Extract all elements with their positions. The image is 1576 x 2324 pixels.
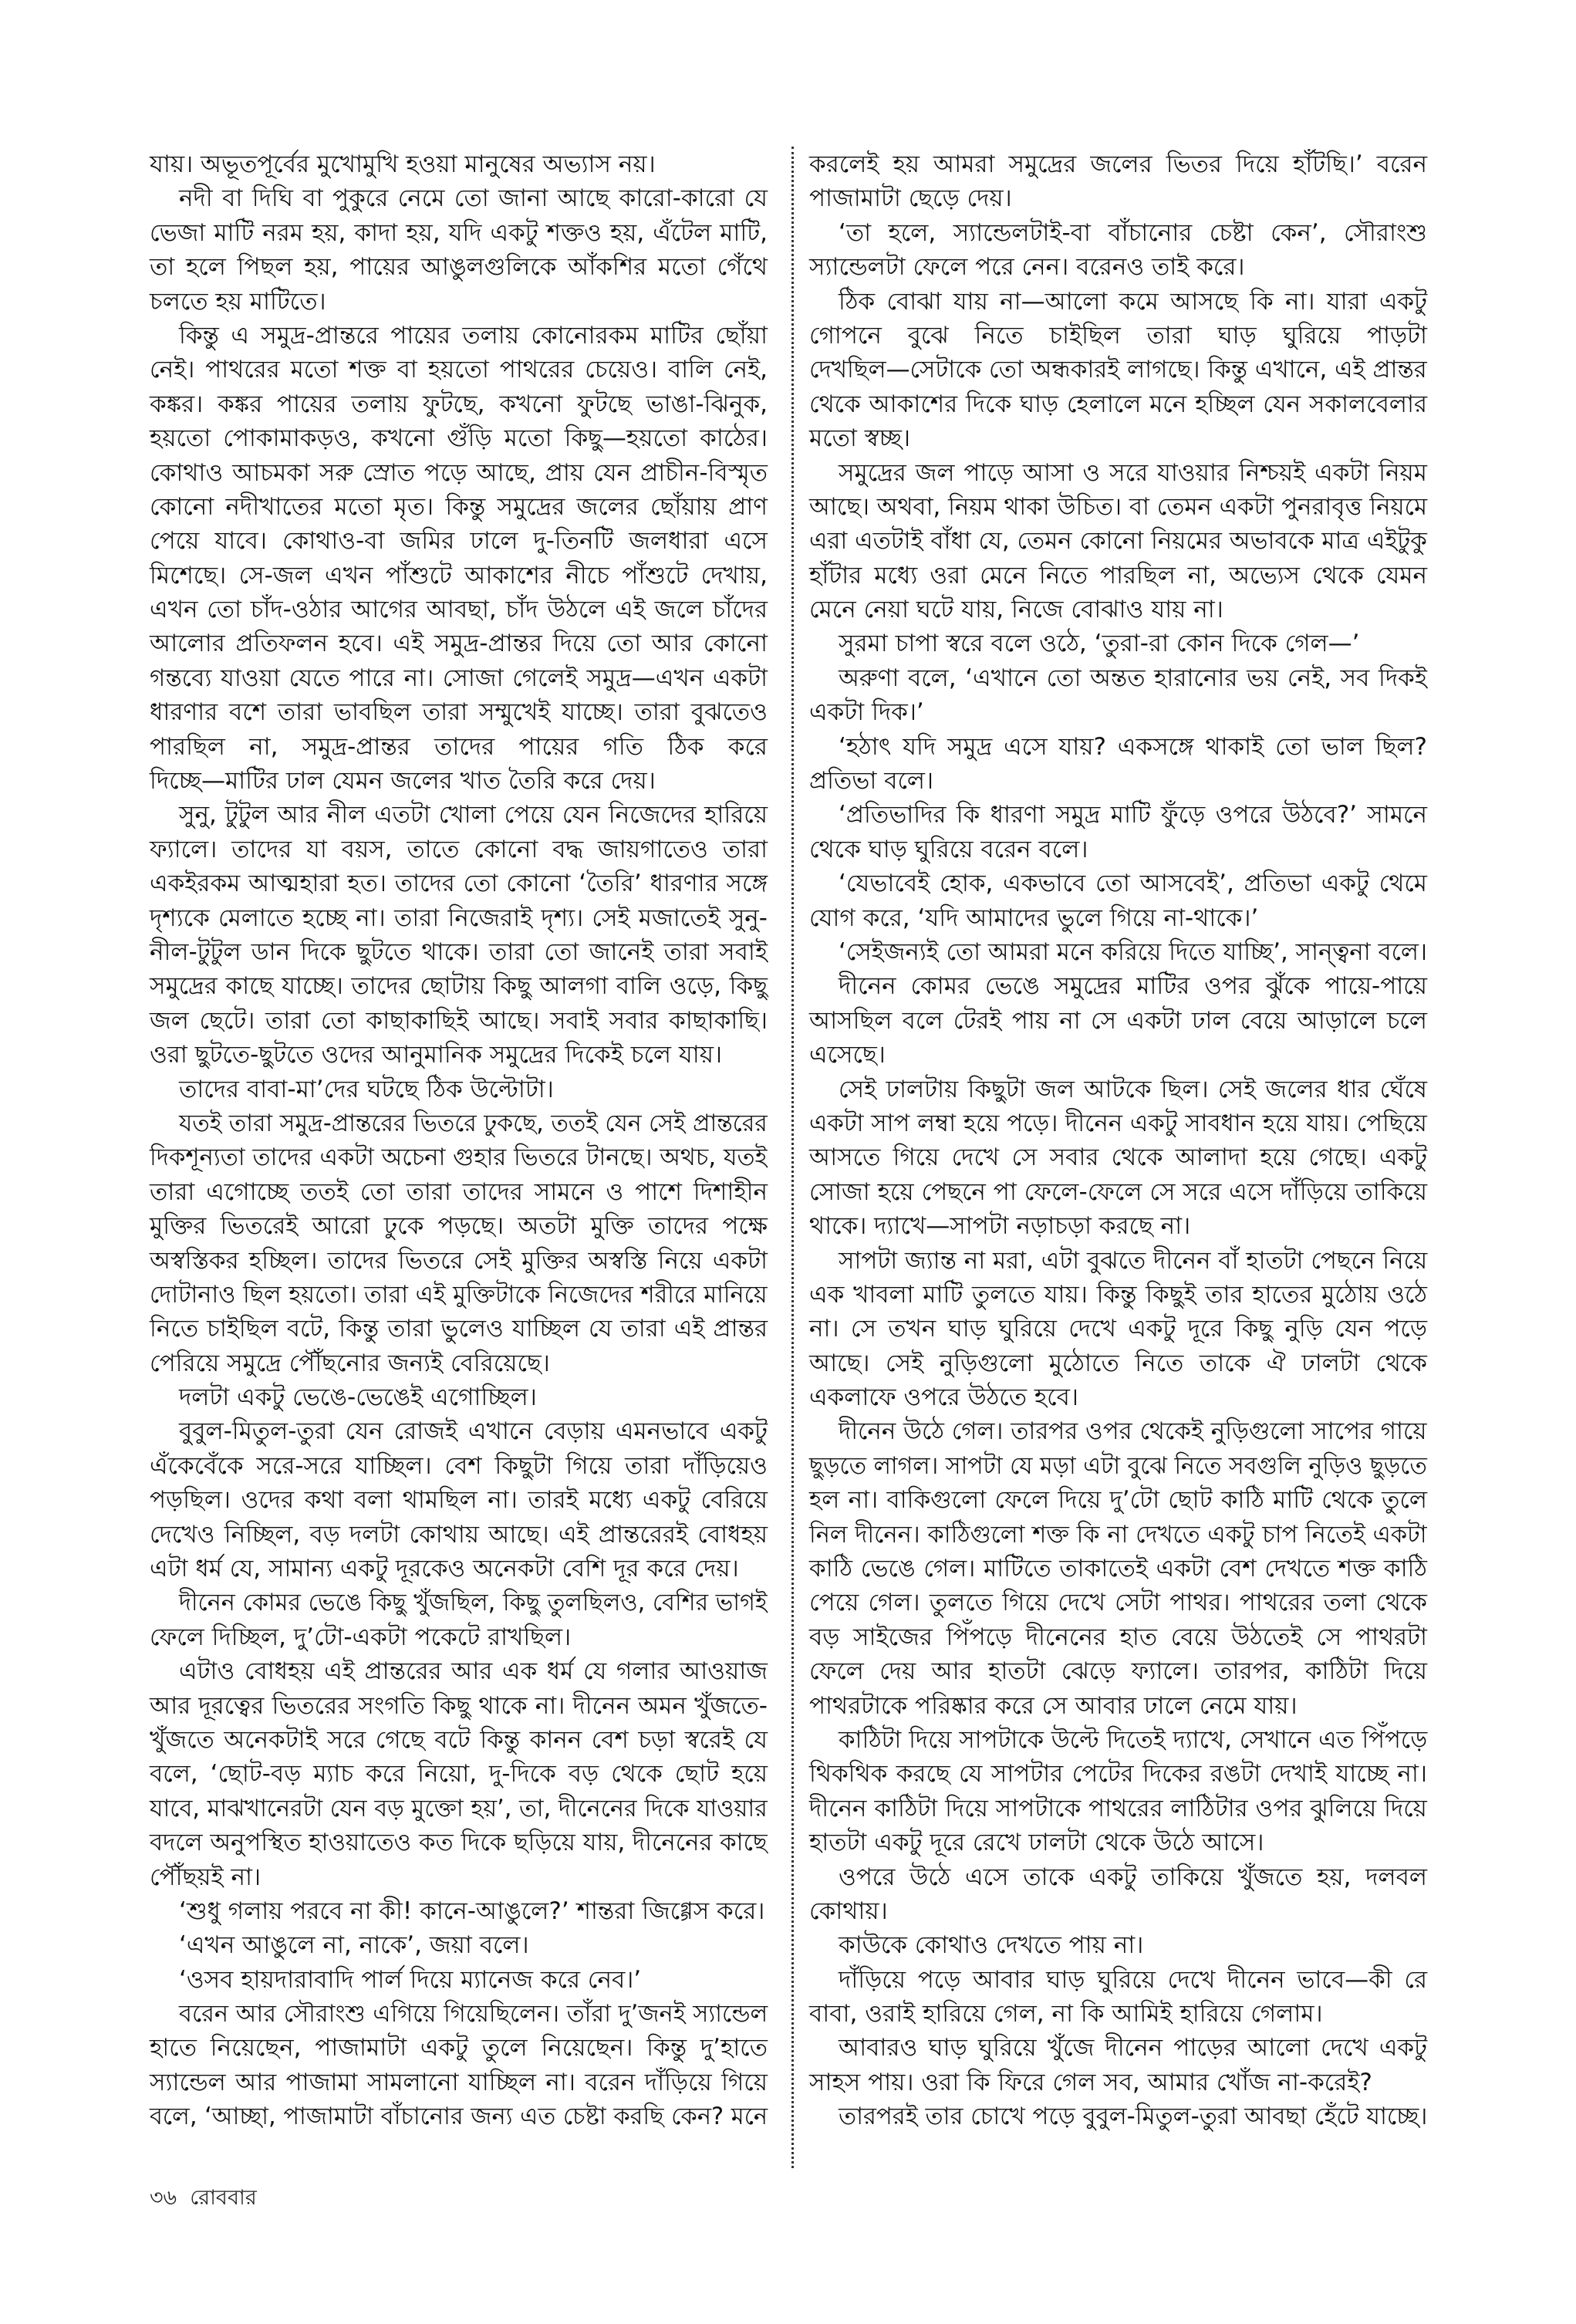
text-line (809, 1483, 1427, 1517)
text-line-content: যাবে, মাঝখানেরটা যেন বড় মুক্তো হয়’, তা, দীনেনের দিকে যাওয়ার (150, 1794, 768, 1822)
text-line-content: তাদের বাবা-মা’দের ঘটছে ঠিক উল্টোটা। (179, 1075, 554, 1103)
text-line-content: ‘তা হলে, স্যান্ডেলটাই-বা বাঁচানোর চেষ্টা কেন’, সৌরাংশু (839, 218, 1427, 247)
text-line (150, 1963, 768, 1997)
text-line (150, 1244, 768, 1278)
text-line-content: ‘শুধু গলায় পরবে না কী! কানে-আঙুলে?’ শান্তরা জিগ্গেস করে। (179, 1897, 765, 1925)
text-line-content: মিশেছে। সে-জল এখন পাঁশুটে আকাশের নীচে পাঁশুটে দেখায়, (150, 561, 768, 589)
text-line-content: কাঠি ভেঙে গেল। মাটিতে তাকাতেই একটা বেশ দেখতে শক্ত কাঠি (809, 1555, 1427, 1583)
text-line (809, 1620, 1427, 1654)
text-line-content: ঠিক বোঝা যায় না—আলো কমে আসছে কি না। যারা একটু (839, 287, 1427, 316)
text-line (809, 387, 1427, 421)
paragraph (150, 1072, 768, 1106)
text-line (150, 1072, 768, 1106)
text-line (150, 1620, 768, 1654)
text-line-content: দৃশ্যকে মেলাতে হচ্ছে না। তারা নিজেরাই দৃশ্য। সেই মজাতেই সুনু- (150, 904, 768, 932)
text-line-content: কোনো নদীখাতের মতো মৃত। কিন্তু সমুদ্রের জলের ছোঁয়ায় প্রাণ (150, 492, 768, 521)
text-line-content: সুনু, টুটুল আর নীল এতটা খোলা পেয়ে যেন নিজেদের হারিয়ে (179, 801, 768, 829)
text-line-content: নিতে চাইছিল বটে, কিন্তু তারা ভুলেও যাচ্ছিল যে তারা এই প্রান্তর (150, 1315, 768, 1343)
text-line (150, 1654, 768, 1688)
page-number: ৩৬ (150, 2186, 177, 2210)
paragraph (809, 2031, 1427, 2099)
text-line-content: দীনেন উঠে গেল। তারপর ওপর থেকেই নুড়িগুলো সাপের গায়ে (839, 1417, 1427, 1446)
text-line-content: অরুণা বলে, ‘এখানে তো অন্তত হারানোর ভয় নেই, সব দিকই (839, 664, 1427, 692)
text-line-content: সাপটা জ্যান্ত না মরা, এটা বুঝতে দীনেন বাঁ হাতটা পেছনে নিয়ে (839, 1246, 1428, 1275)
text-line-content: খুঁজতে অনেকটাই সরে গেছে বটে কিন্তু কানন বেশ চড়া স্বরেই যে (150, 1725, 768, 1754)
text-line (809, 593, 1427, 627)
text-line-content: দেখছিল—সেটাকে তো অন্ধকারই লাগছে। কিন্তু এখানে, এই প্রান্তর (809, 356, 1427, 384)
text-line (809, 1449, 1427, 1483)
text-line-content: মুক্তির ভিতরেই আরো ঢুকে পড়ছে। অতটা মুক্তি তাদের পক্ষে (150, 1212, 768, 1241)
text-line (809, 2099, 1427, 2133)
text-line-content: পারছিল না, সমুদ্র-প্রান্তর তাদের পায়ের গতি ঠিক করে (150, 732, 768, 761)
paragraph (809, 969, 1427, 1072)
text-line-content: দীনেন কাঠিটা দিয়ে সাপটাকে পাথরের লাঠিটার ওপর ঝুলিয়ে দিয়ে (809, 1794, 1427, 1822)
text-line-content: জল ছেটে। তারা তো কাছাকাছিই আছে। সবাই সবার কাছাকাছি। (150, 1006, 768, 1035)
paragraph (809, 216, 1427, 285)
paragraph (809, 147, 1427, 216)
text-line (809, 1038, 1427, 1072)
article-column-left (150, 147, 768, 2134)
text-line (809, 901, 1427, 935)
text-line-content: প্রতিভা বলে। (809, 767, 934, 795)
text-line (809, 1106, 1427, 1140)
text-line (809, 2066, 1427, 2099)
paragraph (809, 285, 1427, 456)
text-line-content: আছে। সেই নুড়িগুলো মুঠোতে নিতে তাকে ঐ ঢালটা থেকে (809, 1349, 1427, 1377)
text-line (809, 866, 1427, 900)
text-line (150, 319, 768, 353)
text-line (809, 456, 1427, 490)
paragraph (150, 1963, 768, 1997)
text-line-content: ‘ওসব হায়দারাবাদি পার্ল দিয়ে ম্যানেজ করে নেব।’ (179, 1965, 642, 1994)
text-line-content: ‘এখন আঙুলে না, নাকে’, জয়া বলে। (179, 1931, 529, 1960)
text-line-content: বলে, ‘আচ্ছা, পাজামাটা বাঁচানোর জন্য এত চেষ্টা করছি কেন? মনে (150, 2103, 768, 2131)
text-line-content: আলোর প্রতিফলন হবে। এই সমুদ্র-প্রান্তর দিয়ে তো আর কোনো (150, 630, 768, 658)
text-line-content: দলটা একটু ভেঙে-ভেঙেই এগোচ্ছিল। (179, 1383, 537, 1412)
text-line-content: মেনে নেয়া ঘটে যায়, নিজে বোঝাও যায় না। (809, 596, 1223, 624)
text-line-content: হাঁটার মধ্যে ওরা মেনে নিতে পারছিল না, অভ্যেস থেকে যেমন (809, 561, 1427, 589)
text-line-content: বাবা, ওরাই হারিয়ে গেল, না কি আমিই হারিয়ে গেলাম। (809, 2000, 1323, 2028)
paragraph (809, 730, 1427, 799)
text-line-content: দীনেন কোমর ভেঙে সমুদ্রের মাটির ওপর ঝুঁকে পায়ে-পায়ে (839, 972, 1427, 1001)
paragraph (150, 1106, 768, 1380)
text-line (150, 1278, 768, 1312)
text-line-content: আছে। অথবা, নিয়ম থাকা উচিত। বা তেমন একটা পুনরাবৃত্ত নিয়মে (809, 492, 1428, 521)
text-line-content: ‘প্রতিভাদির কি ধারণা সমুদ্র মাটি ফুঁড়ে ওপরে উঠবে?’ সামনে (839, 801, 1427, 829)
text-line (809, 1894, 1427, 1928)
text-line-content: এঁকেবেঁকে সরে-সরে যাচ্ছিল। বেশ কিছুটা গিয়ে তারা দাঁড়িয়েও (150, 1451, 768, 1480)
text-line-content: স্যান্ডেলটা ফেলে পরে নেন। বরেনও তাই করে। (809, 253, 1245, 282)
paragraph (809, 1963, 1427, 2032)
text-line-content: ফ্যালে। তাদের যা বয়স, তাতে কোনো বদ্ধ জায়গাতেও তারা (150, 835, 768, 863)
text-line-content: আর দূরত্বের ভিতরের সংগতি কিছু থাকে না। দীনেন অমন খুঁজতে- (150, 1691, 768, 1720)
text-line-content: ধারণার বশে তারা ভাবছিল তারা সম্মুখেই যাচ্ছে। তারা বুঝতেও (150, 698, 768, 727)
text-line (150, 2066, 768, 2099)
text-line (150, 456, 768, 490)
text-line-content: গন্তব্যে যাওয়া যেতে পারে না। সোজা গেলেই সমুদ্র—এখন একটা (150, 664, 768, 692)
text-line-content: নদী বা দিঘি বা পুকুরে নেমে তো জানা আছে কারো-কারো যে (179, 184, 768, 213)
paragraph (150, 1380, 768, 1414)
paragraph (809, 1072, 1427, 1244)
text-line-content: করলেই হয় আমরা সমুদ্রের জলের ভিতর দিয়ে হাঁটছি।’ বরেন (809, 150, 1427, 178)
text-line-content: একইরকম আত্মহারা হত। তাদের তো কোনো ‘তৈরি’ ধারণার সঙ্গে (150, 870, 768, 898)
paragraph (150, 319, 768, 798)
text-line (809, 490, 1427, 524)
paragraph (809, 1414, 1427, 1723)
text-line (150, 1757, 768, 1791)
text-line-content: পেয়ে যাবে। কোথাও-বা জমির ঢালে দু-তিনটি জলধারা এসে (150, 527, 768, 556)
text-line-content: বলে, ‘ছোট-বড় ম্যাচ করে নিয়ো, দু-দিকে বড় থেকে ছোট হয়ে (150, 1760, 768, 1789)
text-line (150, 2031, 768, 2065)
paragraph (150, 147, 768, 181)
text-line-content: ফেলে দিচ্ছিল, দু’টো-একটা পকেটে রাখছিল। (150, 1623, 572, 1651)
text-line-content: দেখেও নিচ্ছিল, বড় দলটা কোথায় আছে। এই প্রান্তরেরই বোধহয় (150, 1520, 768, 1549)
text-line (809, 1072, 1427, 1106)
text-line (150, 1209, 768, 1243)
text-line (150, 1414, 768, 1448)
text-line-content: হাতটা একটু দূরে রেখে ঢালটা থেকে উঠে আসে। (809, 1829, 1264, 1857)
text-line-content: তারা এগোচ্ছে ততই তো তারা তাদের সামনে ও পাশে দিশাহীন (150, 1177, 768, 1206)
text-line-content: বড় সাইজের পিঁপড়ে দীনেনের হাত বেয়ে উঠতেই সে পাথরটা (809, 1623, 1427, 1651)
paragraph (150, 1586, 768, 1654)
paragraph (809, 456, 1427, 627)
text-line-content: এটা ধর্ম যে, সামান্য একটু দূরকেও অনেকটা বেশি দূর করে দেয়। (150, 1555, 739, 1583)
paragraph (809, 1928, 1427, 1962)
text-line-content: তারপরই তার চোখে পড়ে বুবুল-মিতুল-তুরা আবছা হেঁটে যাচ্ছে। (839, 2103, 1428, 2131)
text-line (809, 1963, 1427, 1997)
text-line-content: কঙ্কর। কঙ্কর পায়ের তলায় ফুটছে, কখনো ফুটছে ভাঙা-ঝিনুক, (150, 390, 768, 418)
text-line (809, 2031, 1427, 2065)
paragraph (809, 866, 1427, 935)
paragraph (809, 627, 1427, 660)
text-line (150, 1894, 768, 1928)
paragraph (809, 935, 1427, 969)
text-line-content: দিকশূন্যতা তাদের একটা অচেনা গুহার ভিতরে টানছে। অথচ, যতই (150, 1143, 768, 1172)
text-line-content: আসছিল বলে টেরই পায় না সে একটা ঢাল বেয়ে আড়ালে চলে (809, 1006, 1427, 1035)
text-line (150, 1860, 768, 1894)
text-line (150, 147, 768, 181)
text-line (809, 1654, 1427, 1688)
text-line-content: এটাও বোধহয় এই প্রান্তরের আর এক ধর্ম যে গলার আওয়াজ (179, 1657, 768, 1686)
text-line (150, 764, 768, 798)
text-line-content: যোগ করে, ‘যদি আমাদের ভুলে গিয়ে না-থাকে।’ (809, 904, 1259, 932)
text-line (809, 147, 1427, 181)
text-line-content: একটা সাপ লম্বা হয়ে পড়ে। দীনেন একটু সাবধান হয়ে যায়। পেছিয়ে (809, 1109, 1427, 1137)
text-line-content: থেকে আকাশের দিকে ঘাড় হেলালে মনে হচ্ছিল যেন সকালবেলার (809, 390, 1427, 418)
text-line-content: সুরমা চাপা স্বরে বলে ওঠে, ‘তুরা-রা কোন দিকে গেল—’ (839, 630, 1360, 658)
text-line (150, 866, 768, 900)
text-line-content: মতো স্বচ্ছ। (809, 424, 911, 453)
text-line (150, 1346, 768, 1380)
text-line (809, 319, 1427, 353)
text-line-content: এখন তো চাঁদ-ওঠার আগের আবছা, চাঁদ উঠলে এই জলে চাঁদের (150, 596, 768, 624)
text-line-content: সমুদ্রের জল পাড়ে আসা ও সরে যাওয়ার নিশ্চয়ই একটা নিয়ম (839, 458, 1427, 487)
text-line-content: থিকথিক করছে যে সাপটার পেটের দিকের রঙটা দেখাই যাচ্ছে না। (809, 1760, 1427, 1789)
text-line-content: আসতে গিয়ে দেখে সে সবার থেকে আলাদা হয়ে গেছে। একটু (809, 1143, 1427, 1172)
paragraph (150, 1928, 768, 1962)
text-line-content: বদলে অনুপস্থিত হাওয়াতেও কত দিকে ছড়িয়ে যায়, দীনেনের কাছে (150, 1829, 768, 1857)
text-line-content: পেয়ে গেল। তুলতে গিয়ে দেখে সেটা পাথর। পাথরের তলা থেকে (809, 1589, 1427, 1617)
text-line-content: পৌঁছয়ই না। (150, 1863, 262, 1891)
text-line (809, 969, 1427, 1003)
text-line-content: দোটানাও ছিল হয়তো। তারা এই মুক্তিটাকে নিজেদের শরীরে মানিয়ে (150, 1280, 768, 1309)
text-line-content: সেই ঢালটায় কিছুটা জল আটকে ছিল। সেই জলের ধার ঘেঁষে (839, 1075, 1427, 1103)
text-line-content: সোজা হয়ে পেছনে পা ফেলে-ফেলে সে সরে এসে দাঁড়িয়ে তাকিয়ে (809, 1177, 1427, 1206)
text-line (150, 524, 768, 558)
text-line-content: না। সে তখন ঘাড় ঘুরিয়ে দেখে একটু দূরে কিছু নুড়ি যেন পড়ে (809, 1315, 1427, 1343)
text-line (809, 695, 1427, 729)
paragraph (150, 798, 768, 1072)
text-line (150, 695, 768, 729)
text-line-content: ওপরে উঠে এসে তাকে একটু তাকিয়ে খুঁজতে হয়, দলবল (839, 1863, 1427, 1891)
text-line-content: থাকে। দ্যাখে—সাপটা নড়াচড়া করছে না। (809, 1212, 1191, 1241)
text-line (809, 250, 1427, 284)
text-line-content: অস্বস্তিকর হচ্ছিল। তাদের ভিতরে সেই মুক্তির অস্বস্তি নিয়ে একটা (150, 1246, 768, 1275)
text-line (809, 1689, 1427, 1723)
text-line (150, 285, 768, 319)
text-line-content: হয়তো পোকামাকড়ও, কখনো গুঁড়ি মতো কিছু—হয়তো কাঠের। (150, 424, 768, 453)
text-line (150, 1928, 768, 1962)
text-line (809, 1175, 1427, 1209)
text-line-content: সমুদ্রের কাছে যাচ্ছে। তাদের ছোটায় কিছু আলগা বালি ওড়ে, কিছু (150, 972, 768, 1001)
text-line-content: গোপনে বুঝে নিতে চাইছিল তারা ঘাড় ঘুরিয়ে পাড়টা (809, 321, 1427, 350)
text-line-content: আবারও ঘাড় ঘুরিয়ে খুঁজে দীনেন পাড়ের আলো দেখে একটু (839, 2034, 1427, 2062)
text-line (809, 935, 1427, 969)
text-line (150, 216, 768, 250)
text-line (809, 1997, 1427, 2031)
text-line-content: এসেছে। (809, 1041, 886, 1069)
article-column-right (809, 147, 1427, 2134)
text-line (809, 764, 1427, 798)
text-line (150, 798, 768, 832)
text-line-content: দাঁড়িয়ে পড়ে আবার ঘাড় ঘুরিয়ে দেখে দীনেন ভাবে—কী রে (839, 1965, 1427, 1994)
page-footer (150, 2182, 257, 2217)
text-line (809, 1380, 1427, 1414)
text-line (809, 1518, 1427, 1552)
text-line-content: হাতে নিয়েছেন, পাজামাটা একটু তুলে নিয়েছেন। কিন্তু দু’হাতে (150, 2034, 768, 2062)
text-line-content: ফেলে দেয় আর হাতটা ঝেড়ে ফ্যালে। তারপর, কাঠিটা দিয়ে (809, 1657, 1427, 1686)
text-line (809, 1004, 1427, 1038)
text-line (809, 1278, 1427, 1312)
text-line (809, 1792, 1427, 1826)
text-line (809, 798, 1427, 832)
text-line (150, 1586, 768, 1620)
text-line (150, 353, 768, 387)
paragraph (150, 1997, 768, 2134)
paragraph (809, 1860, 1427, 1929)
text-line (150, 2099, 768, 2133)
text-line-content: হল না। বাকিগুলো ফেলে দিয়ে দু’টো ছোট কাঠি মাটি থেকে তুলে (809, 1486, 1427, 1515)
text-line (150, 1689, 768, 1723)
text-line-content: ছুড়তে লাগল। সাপটা যে মড়া এটা বুঝে নিতে সবগুলি নুড়িও ছুড়তে (809, 1451, 1427, 1480)
text-line-content: যায়। অভূতপূর্বের মুখোমুখি হওয়া মানুষের অভ্যাস নয়। (150, 150, 656, 178)
text-line (809, 1826, 1427, 1860)
text-line (150, 1106, 768, 1140)
paragraph (150, 1414, 768, 1586)
text-line (150, 421, 768, 455)
text-line (150, 490, 768, 524)
paragraph (809, 661, 1427, 730)
text-line-content: পড়ছিল। ওদের কথা বলা থামছিল না। তারই মধ্যে একটু বেরিয়ে (150, 1486, 768, 1515)
text-line (150, 730, 768, 764)
text-line (150, 1038, 768, 1072)
text-line (150, 1175, 768, 1209)
text-line (150, 627, 768, 660)
text-line (150, 250, 768, 284)
text-line-content: কিন্তু এ সমুদ্র-প্রান্তরে পায়ের তলায় কোনোরকম মাটির ছোঁয়া (179, 321, 768, 350)
text-line (150, 593, 768, 627)
text-line (150, 1723, 768, 1757)
text-line (150, 1140, 768, 1174)
text-line (150, 1792, 768, 1826)
text-line (809, 285, 1427, 319)
paragraph (809, 798, 1427, 866)
text-line-content: এক খাবলা মাটি তুলতে যায়। কিন্তু কিছুই তার হাতের মুঠোয় ওঠে (809, 1280, 1427, 1309)
text-line (150, 661, 768, 695)
text-line-content: পাজামাটা ছেড়ে দেয়। (809, 184, 1012, 213)
paragraph (150, 181, 768, 319)
text-line (150, 1380, 768, 1414)
paragraph (150, 1894, 768, 1928)
paragraph (809, 1244, 1427, 1415)
text-line (809, 1586, 1427, 1620)
text-line (809, 421, 1427, 455)
text-line-content: ‘হঠাৎ যদি সমুদ্র এসে যায়? একসঙ্গে থাকাই তো ভাল ছিল? (839, 732, 1427, 761)
text-line (809, 559, 1427, 593)
text-line (809, 1723, 1427, 1757)
text-line (809, 216, 1427, 250)
text-line-content: এরা এতটাই বাঁধা যে, তেমন কোনো নিয়মের অভাবকে মাত্র এইটুকু (809, 527, 1427, 556)
text-line-content: কোথাও আচমকা সরু স্রোত পড়ে আছে, প্রায় যেন প্রাচীন-বিস্মৃত (150, 458, 768, 487)
text-line-content: দিচ্ছে—মাটির ঢাল যেমন জলের খাত তৈরি করে দেয়। (150, 767, 656, 795)
text-line (150, 1826, 768, 1860)
paragraph (150, 1654, 768, 1894)
text-line-content: থেকে ঘাড় ঘুরিয়ে বরেন বলে। (809, 835, 1088, 863)
text-line (809, 353, 1427, 387)
text-line (150, 1449, 768, 1483)
text-line (809, 1860, 1427, 1894)
text-line-content: একলাফে ওপরে উঠতে হবে। (809, 1383, 1078, 1412)
column-divider (791, 147, 794, 2168)
text-line (150, 901, 768, 935)
text-line-content: বুবুল-মিতুল-তুরা যেন রোজই এখানে বেড়ায় এমনভাবে একটু (179, 1417, 768, 1446)
text-line (150, 935, 768, 969)
text-line (809, 1140, 1427, 1174)
text-line-content: তা হলে পিছল হয়, পায়ের আঙুলগুলিকে আঁকশির মতো গেঁথে (150, 253, 768, 282)
text-line (150, 1518, 768, 1552)
text-line (150, 1483, 768, 1517)
text-line-content: চলতে হয় মাটিতে। (150, 287, 326, 316)
text-line (809, 627, 1427, 660)
text-line (809, 181, 1427, 215)
paragraph (809, 2099, 1427, 2133)
text-line (150, 181, 768, 215)
text-line (150, 1312, 768, 1346)
text-line (150, 833, 768, 866)
text-line-content: পেরিয়ে সমুদ্রে পৌঁছনোর জন্যই বেরিয়েছে। (150, 1349, 550, 1377)
text-line-content: ওরা ছুটতে-ছুটতে ওদের আনুমানিক সমুদ্রের দিকেই চলে যায়। (150, 1041, 723, 1069)
text-line-content: ‘যেভাবেই হোক, একভাবে তো আসবেই’, প্রতিভা একটু থেমে (839, 870, 1427, 898)
text-line (809, 833, 1427, 866)
text-line-content: ভেজা মাটি নরম হয়, কাদা হয়, যদি একটু শক্তও হয়, এঁটেল মাটি, (150, 218, 768, 247)
text-line (809, 1209, 1427, 1243)
text-line (809, 1312, 1427, 1346)
text-line (809, 730, 1427, 764)
text-line-content: যতই তারা সমুদ্র-প্রান্তরের ভিতরে ঢুকছে, ততই যেন সেই প্রান্তরের (179, 1109, 768, 1137)
text-line-content: নেই। পাথরের মতো শক্ত বা হয়তো পাথরের চেয়েও। বালি নেই, (150, 356, 768, 384)
text-line-content: নীল-টুটুল ডান দিকে ছুটতে থাকে। তারা তো জানেই তারা সবাই (150, 937, 768, 966)
text-line-content: সাহস পায়। ওরা কি ফিরে গেল সব, আমার খোঁজ না-করেই? (809, 2068, 1372, 2096)
magazine-name: রোববার (190, 2186, 257, 2210)
text-line-content: নিল দীনেন। কাঠিগুলো শক্ত কি না দেখতে একটু চাপ নিতেই একটা (809, 1520, 1427, 1549)
text-line-content: স্যান্ডেল আর পাজামা সামলানো যাচ্ছিল না। বরেন দাঁড়িয়ে গিয়ে (150, 2068, 768, 2096)
text-line-content: পাথরটাকে পরিষ্কার করে সে আবার ঢালে নেমে যায়। (809, 1691, 1298, 1720)
paragraph (809, 1723, 1427, 1860)
text-line (809, 1928, 1427, 1962)
text-line (150, 559, 768, 593)
text-line (809, 1346, 1427, 1380)
text-line (150, 1552, 768, 1586)
text-line (809, 1244, 1427, 1278)
text-line (809, 1414, 1427, 1448)
text-line (809, 1552, 1427, 1586)
text-line-content: কোথায়। (809, 1897, 888, 1925)
text-line-content: কাউকে কোথাও দেখতে পায় না। (839, 1931, 1144, 1960)
text-line-content: বরেন আর সৌরাংশু এগিয়ে গিয়েছিলেন। তাঁরা দু’জনই স্যান্ডেল (179, 2000, 768, 2028)
text-line (809, 524, 1427, 558)
text-line (150, 969, 768, 1003)
text-line (150, 1004, 768, 1038)
text-line-content: ‘সেইজন্যই তো আমরা মনে করিয়ে দিতে যাচ্ছি’, সান্ত্বনা বলে। (839, 937, 1428, 966)
text-line (150, 1997, 768, 2031)
text-line (809, 661, 1427, 695)
text-line-content: একটা দিক।’ (809, 698, 924, 727)
text-line (809, 1757, 1427, 1791)
text-line-content: দীনেন কোমর ভেঙে কিছু খুঁজছিল, কিছু তুলছিলও, বেশির ভাগই (179, 1589, 768, 1617)
text-line-content: কাঠিটা দিয়ে সাপটাকে উল্টে দিতেই দ্যাখে, সেখানে এত পিঁপড়ে (839, 1725, 1428, 1754)
text-line (150, 387, 768, 421)
